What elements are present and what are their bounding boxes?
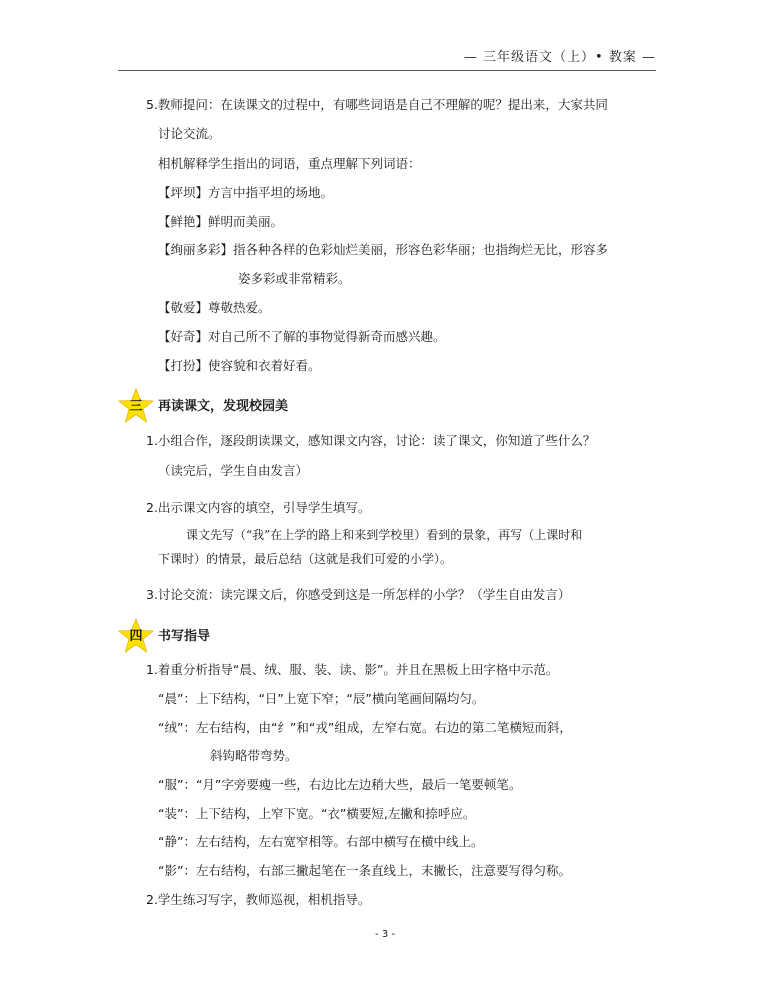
text-line: “影”：左右结构，右部三撇起笔在一条直线上，末撇长，注意要写得匀称。 (158, 863, 571, 878)
section-title: 书写指导 (158, 629, 211, 644)
text-line: “装”：上下结构，上窄下宽。“衣”横要短,左撇和捺呼应。 (158, 806, 476, 821)
text-line: “服”：“月”字旁要瘦一些，右边比左边稍大些，最后一笔要顿笔。 (158, 777, 522, 792)
section-badge-four (118, 618, 154, 654)
text-line: 【打扮】使容貌和衣着好看。 (158, 358, 321, 373)
text-line: 【敬爱】尊敬热爱。 (158, 300, 271, 315)
text-line: 【坪坝】方言中指平坦的场地。 (158, 185, 334, 200)
header-text: — 三年级语文（上）• 教案 — (463, 50, 656, 65)
page-number: - 3 - (375, 929, 395, 940)
text-line: “静”：左右结构，左右宽窄相等。右部中横写在横中线上。 (158, 834, 484, 849)
text-line: 【鲜艳】鲜明而美丽。 (158, 214, 284, 229)
section-number: 四 (129, 629, 143, 644)
text-line: “绒”：左右结构，由“纟”和“戎”组成，左窄右宽。右边的第二笔横短而斜， (158, 720, 572, 735)
text-line: （读完后，学生自由发言） (158, 463, 309, 478)
text-line: 2.学生练习写字，教师巡视，相机指导。 (146, 892, 371, 907)
text-line: 【好奇】对自己所不了解的事物觉得新奇而感兴趣。 (158, 329, 446, 344)
section-number: 三 (129, 399, 143, 414)
section-badge-three (118, 388, 154, 424)
text-line: 姿多彩或非常精彩。 (238, 271, 351, 286)
text-line: 5.教师提问：在读课文的过程中，有哪些词语是自己不理解的呢？提出来，大家共同 (146, 97, 608, 112)
text-line: 斜钩略带弯势。 (210, 748, 298, 763)
section-title: 再读课文，发现校园美 (158, 399, 289, 414)
text-line: “晨”：上下结构，“日”上宽下窄；“辰”横向笔画间隔均匀。 (158, 691, 485, 706)
text-line: 讨论交流。 (158, 126, 221, 141)
text-line: 2.出示课文内容的填空，引导学生填写。 (146, 500, 371, 515)
text-line: 下课时）的情景，最后总结（这就是我们可爱的小学）。 (158, 552, 453, 566)
text-line: 3.讨论交流：读完课文后，你感受到这是一所怎样的小学？（学生自由发言） (146, 587, 571, 602)
text-line: 相机解释学生指出的词语，重点理解下列词语： (158, 156, 421, 171)
text-line: 课文先写（“我”在上学的路上和来到学校里）看到的景象，再写（上课时和 (186, 528, 583, 542)
text-line: 1.小组合作，逐段朗读课文，感知课文内容，讨论：读了课文，你知道了些什么？ (146, 433, 596, 448)
page-header (118, 46, 656, 71)
text-line: 1.着重分析指导“晨、绒、服、装、读、影”。并且在黑板上田字格中示范。 (146, 662, 559, 677)
text-line: 【绚丽多彩】指各种各样的色彩灿烂美丽，形容色彩华丽；也指绚烂无比，形容多 (158, 242, 609, 257)
